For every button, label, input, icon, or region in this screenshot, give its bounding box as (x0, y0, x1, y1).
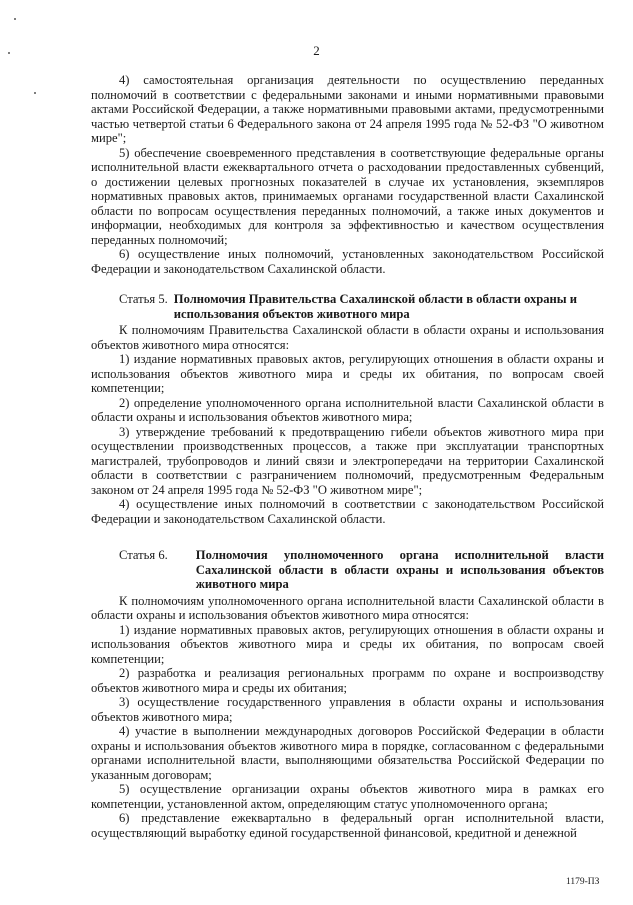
article-6-number: Статья 6. (119, 548, 168, 562)
paragraph: 4) самостоятельная организация деятельности по осуществлению переданных полномочий в соответствии с федеральными законами и иными нормативными правовыми актами Российской Федерации, а также нормативными правовыми актами, предусмотренными частью четвертой статьи 6 Федерального закона от 24 апреля 1995 года № 52-ФЗ "О животном мире"; (91, 73, 604, 145)
paragraph: 4) осуществление иных полномочий в соответствии с законодательством Российской Федерации и законодательством Сахалинской области. (91, 497, 604, 526)
paragraph: 3) осуществление государственного управления в области охраны и использования объектов животного мира; (91, 695, 604, 724)
paragraph: К полномочиям Правительства Сахалинской области в области охраны и использования объектов животного мира относятся: (91, 323, 604, 352)
paragraph: 5) обеспечение своевременного представления в соответствующие федеральные органы исполнительной власти ежеквартального отчета о расходовании предоставленных субвенций, о достижении целевых прогнозных показателей в случае их установления, экземпляров нормативных правовых актов, принимаемых органами государственной власти Сахалинской области по вопросам осуществления переданных полномочий, а также иных документов и информации, необходимых для контроля за эффективностью и качеством осуществления переданных полномочий; (91, 145, 604, 247)
paragraph: 1) издание нормативных правовых актов, регулирующих отношения в области охраны и использования объектов животного мира и среды их обитания, по вопросам своей компетенции; (91, 352, 604, 395)
paragraph: 4) участие в выполнении международных договоров Российской Федерации в области охраны и использования объектов животного мира в порядке, согласованном с федеральными органами исполнительной власти, выполняющими обязательства Российской Федерации по указанным договорам; (91, 724, 604, 782)
article-6-heading (91, 548, 604, 592)
paragraph: 6) осуществление иных полномочий, установленных законодательством Российской Федерации и законодательством Сахалинской области. (91, 247, 604, 276)
page-number: 2 (313, 43, 320, 58)
document-body (91, 73, 604, 840)
document-code: 1179-ПЗ (566, 877, 600, 887)
article-6-title: Полномочия уполномоченного органа исполнительной власти Сахалинской области в области охраны и использования объектов животного мира (195, 548, 604, 591)
paragraph: 1) издание нормативных правовых актов, регулирующих отношения в области охраны и использования объектов животного мира и среды их обитания, по вопросам своей компетенции; (91, 622, 604, 666)
paragraph: 2) разработка и реализация региональных программ по охране и воспроизводству объектов животного мира и среды их обитания; (91, 666, 604, 695)
paragraph: К полномочиям уполномоченного органа исполнительной власти Сахалинской области в области охраны и использования объектов животного мира относятся: (91, 593, 604, 622)
article-5-title: Полномочия Правительства Сахалинской области в области охраны и использования объектов животного мира (173, 292, 578, 321)
scan-speck (34, 92, 36, 94)
paragraph: 5) осуществление организации охраны объектов животного мира в рамках его компетенции, установленной актом, определяющим статус уполномоченного органа; (91, 782, 604, 811)
paragraph: 6) представление ежеквартально в федеральный орган исполнительной власти, осуществляющий выработку единой государственной финансовой, кредитной и денежной (91, 811, 604, 840)
article-5-number: Статья 5. (119, 292, 168, 306)
paragraph: 3) утверждение требований к предотвращению гибели объектов животного мира при осуществлении производственных процессов, а также при эксплуатации транспортных магистралей, трубопроводов и линий связи и электропередачи на территории Сахалинской области в соответствии с разграничением полномочий, предусмотренным Федеральным законом от 24 апреля 1995 года № 52-ФЗ "О животном мире"; (91, 424, 604, 497)
paragraph: 2) определение уполномоченного органа исполнительной власти Сахалинской области в области охраны и использования объектов животного мира; (91, 395, 604, 424)
article-5-heading (91, 292, 604, 321)
scan-speck (14, 18, 16, 20)
